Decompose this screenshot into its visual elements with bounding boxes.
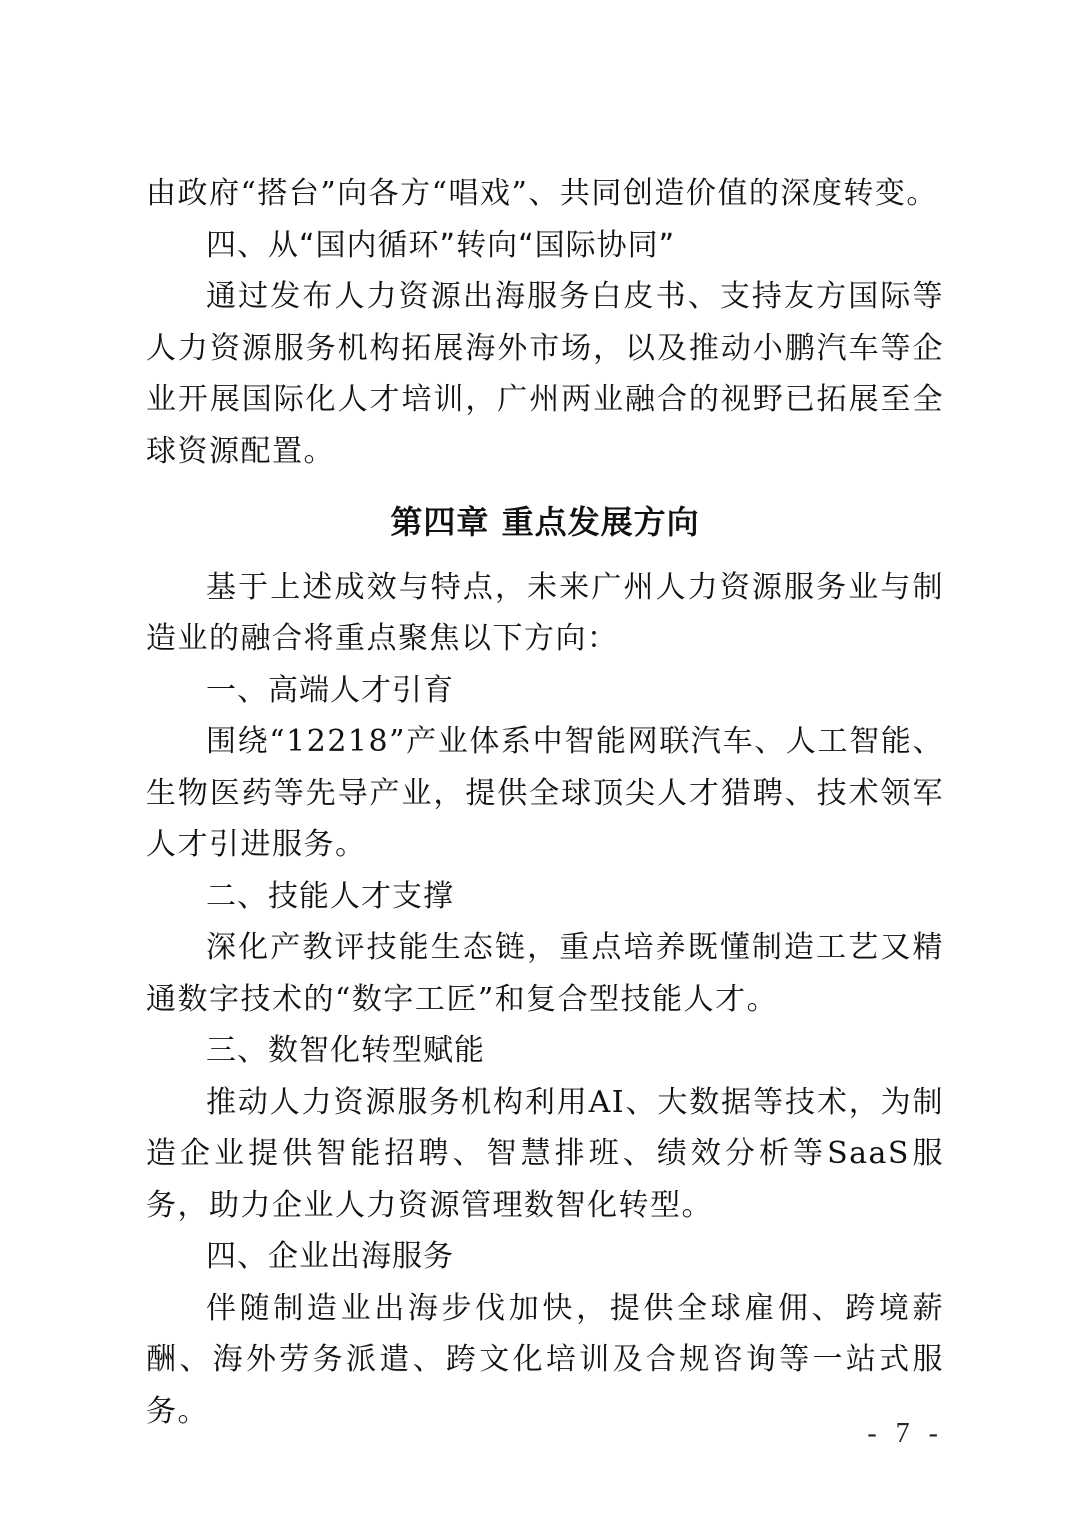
section-heading-international: 四、从“国内循环”转向“国际协同” — [206, 227, 676, 263]
section-heading-skills: 二、技能人才支撑 — [206, 878, 454, 914]
chapter-title: 第四章 重点发展方向 — [390, 503, 700, 541]
paragraph-talent: 围绕“12218”产业体系中智能网联汽车、人工智能、生物医药等先导产业，提供全球顶尖人才猎聘、技术领军人才引进服务。 — [146, 724, 944, 862]
section-heading-talent: 一、高端人才引育 — [206, 672, 454, 708]
paragraph-digital: 推动人力资源服务机构利用AI、大数据等技术，为制造企业提供智能招聘、智慧排班、绩效分析等SaaS服务，助力企业人力资源管理数智化转型。 — [146, 1084, 944, 1223]
document-body — [146, 168, 944, 1437]
paragraph-intro: 基于上述成效与特点，未来广州人力资源服务业与制造业的融合将重点聚焦以下方向： — [146, 569, 944, 656]
continued-paragraph: 由政府“搭台”向各方“唱戏”、共同创造价值的深度转变。 — [146, 176, 938, 211]
paragraph-international: 通过发布人力资源出海服务白皮书、支持友方国际等人力资源服务机构拓展海外市场，以及推动小鹏汽车等企业开展国际化人才培训，广州两业融合的视野已拓展至全球资源配置。 — [146, 279, 944, 469]
section-heading-digital: 三、数智化转型赋能 — [206, 1033, 485, 1068]
paragraph-overseas: 伴随制造业出海步伐加快，提供全球雇佣、跨境薪酬、海外劳务派遣、跨文化培训及合规咨询等一站式服务。 — [146, 1290, 944, 1429]
paragraph-skills: 深化产教评技能生态链，重点培养既懂制造工艺又精通数字技术的“数字工匠”和复合型技能人才。 — [146, 930, 944, 1017]
page-number: - 7 - — [867, 1418, 944, 1449]
section-heading-overseas: 四、企业出海服务 — [206, 1239, 454, 1274]
